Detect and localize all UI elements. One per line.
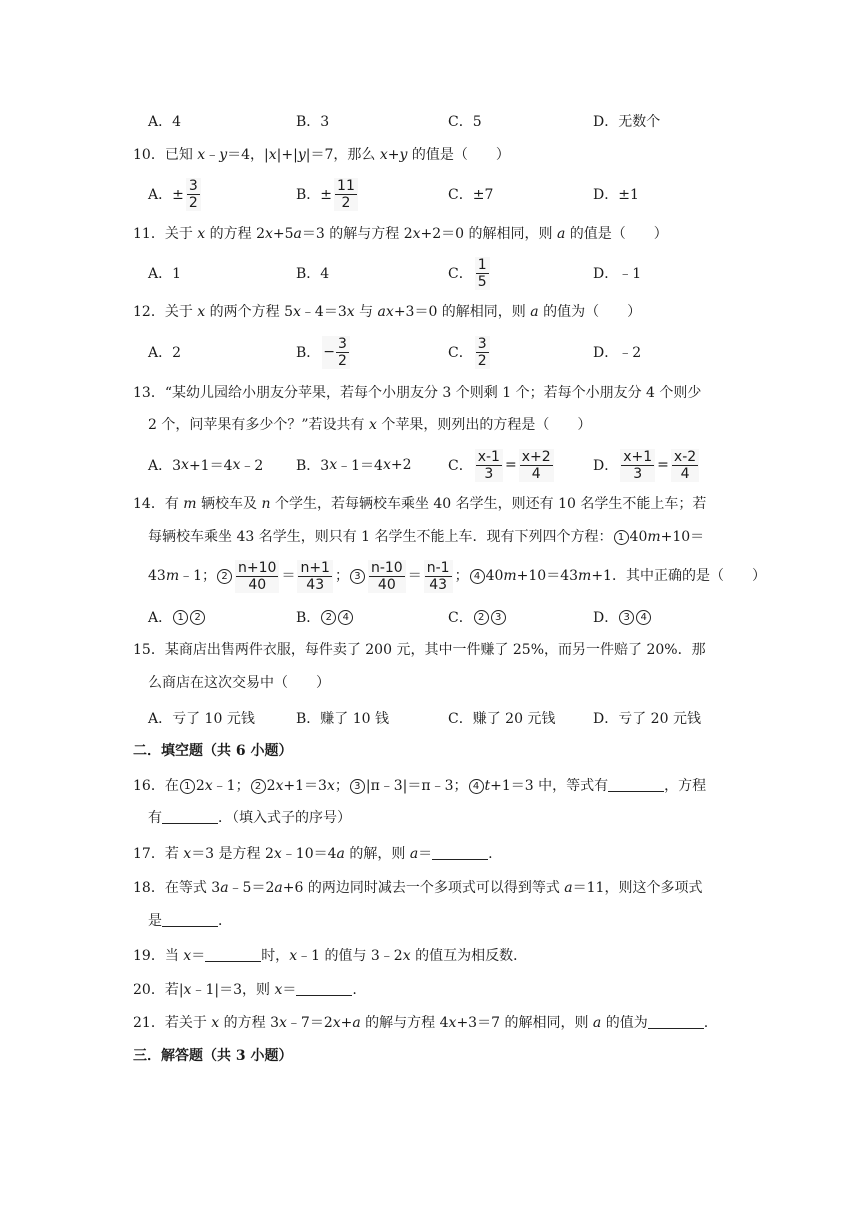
q12-stem: 12．关于 x 的两个方程 5x﹣4＝3x 与 ax+3＝0 的解相同，则 a 的值为（ ）: [133, 304, 642, 320]
q14-stem-line1: 14．有 m 辆校车及 n 个学生，若每辆校车乘坐 40 名学生，则还有 10 名学生不能上车；若: [133, 496, 707, 512]
q9-option-a: A．4: [148, 114, 182, 130]
q11-option-c: C． $\frac{1}{5}$: [448, 255, 492, 291]
q19-stem: 19．当 x＝ 时，x﹣1 的值与 3﹣2x 的值互为相反数．: [133, 948, 528, 964]
q11-options: [148, 255, 708, 291]
answer-blank[interactable]: [162, 912, 218, 927]
q11-option-a: A．1: [148, 266, 182, 282]
q9-option-b: B．3: [296, 114, 330, 130]
answer-blank[interactable]: [205, 947, 261, 962]
q16-stem-line2: 有 ．（填入式子的序号）: [148, 810, 351, 826]
q15-option-b: B．赚了 10 钱: [296, 711, 390, 727]
q9-options: [148, 103, 708, 139]
answer-blank[interactable]: [648, 1014, 704, 1029]
q10-stem: 10．已知 x﹣y＝4，|x|+|y|＝7，那么 x+y 的值是（ ）: [133, 147, 510, 163]
q16-stem-line1: 16．在 1 2x﹣1； 2 2x+1＝3x； 3 |π﹣3|＝π﹣3； 4 t+1＝3 中，等式有 ，方程: [133, 778, 707, 794]
q15-stem-line1: 15．某商店出售两件衣服，每件卖了 200 元，其中一件赚了 25%，而另一件赔了 20%．那: [133, 642, 706, 658]
q18-stem-line1: 18．在等式 3a﹣5＝2a+6 的两边同时减去一个多项式可以得到等式 a＝11，则这个多项式: [133, 880, 703, 896]
q11-stem: 11．关于 x 的方程 2x+5a＝3 的解与方程 2x+2＝0 的解相同，则 a 的值是（ ）: [133, 226, 668, 242]
q13-stem-line1: 13．“某幼儿园给小朋友分苹果，若每个小朋友分 3 个则剩 1 个；若每个小朋友分 4 个则少: [133, 385, 702, 401]
q12-option-d: D．﹣2: [593, 345, 642, 361]
q12-option-b: B． − $\frac{3}{2}$: [296, 334, 352, 370]
q15-stem-line2: 么商店在这次交易中（ ）: [148, 675, 330, 691]
q11-option-b: B．4: [296, 266, 330, 282]
q10-option-c: C．±7: [448, 187, 494, 203]
q9-option-c: C．5: [448, 114, 482, 130]
q13-option-d: D． $\frac{x+1}{3}$ = $\frac{x-2}{4}$: [593, 447, 701, 483]
q12-option-c: C． $\frac{3}{2}$: [448, 334, 492, 370]
section-heading-answers: 三．解答题（共 3 小题）: [133, 1048, 293, 1064]
q14-stem-line2: 每辆校车乘坐 43 名学生，则只有 1 名学生不能上车．现有下列四个方程： 1 40m+10＝: [148, 529, 705, 545]
q13-option-b: B．3 x ﹣1＝4 x +2: [296, 457, 412, 474]
q10-options: [148, 176, 708, 212]
section-heading-fill-in: 二．填空题（共 6 小题）: [133, 743, 293, 759]
q10-option-d: D．±1: [593, 187, 639, 203]
q18-stem-line2: 是 ．: [148, 913, 232, 929]
q15-option-a: A．亏了 10 元钱: [148, 711, 255, 727]
q17-stem: 17．若 x＝3 是方程 2x﹣10＝4a 的解，则 a＝ .: [133, 846, 493, 862]
q14-option-a: A． 1 2: [148, 599, 206, 635]
q20-stem: 20．若|x﹣1|＝3，则 x＝ .: [133, 982, 357, 998]
q12-option-a: A．2: [148, 345, 182, 361]
q13-option-c: C． $\frac{x-1}{3}$ = $\frac{x+2}{4}$: [448, 447, 556, 483]
answer-blank[interactable]: [608, 777, 664, 792]
q10-option-b: B．± $\frac{11}{2}$: [296, 176, 360, 212]
q15-option-c: C．赚了 20 元钱: [448, 711, 556, 727]
q15-option-d: D．亏了 20 元钱: [593, 711, 701, 727]
q13-option-a: A．3 x +1＝4 x ﹣2: [148, 457, 264, 474]
q13-options: [148, 447, 708, 483]
q21-stem: 21．若关于 x 的方程 3x﹣7＝2x+a 的解与方程 4x+3＝7 的解相同，则 a 的值为 .: [133, 1015, 709, 1031]
answer-blank[interactable]: [296, 981, 352, 996]
q14-option-b: B． 2 4: [296, 599, 354, 635]
q9-option-d: D．无数个: [593, 114, 661, 130]
q14-options: [148, 599, 708, 635]
q14-option-c: C． 2 3: [448, 599, 507, 635]
q15-options: [148, 700, 708, 736]
answer-blank[interactable]: [432, 845, 488, 860]
q14-stem-line3: 43 m ﹣1； 2 $\frac{n+10}{40}$ ＝ $\frac{n+1}{43}$ ； 3 $\frac{n-10}{40}$ ＝ $\frac{n-1}{43}$ ； 4 40 m +10＝43 m +1．其中正确的是（ ）: [148, 559, 766, 593]
q14-option-d: D． 3 4: [593, 599, 652, 635]
q13-stem-line2: 2 个，问苹果有多少个？”若设共有 x 个苹果，则列出的方程是（ ）: [148, 417, 592, 433]
q11-option-d: D．﹣1: [593, 266, 642, 282]
answer-blank[interactable]: [162, 809, 218, 824]
q12-options: [148, 334, 708, 370]
q10-option-a: A．± $\frac{3}{2}$: [148, 176, 203, 212]
